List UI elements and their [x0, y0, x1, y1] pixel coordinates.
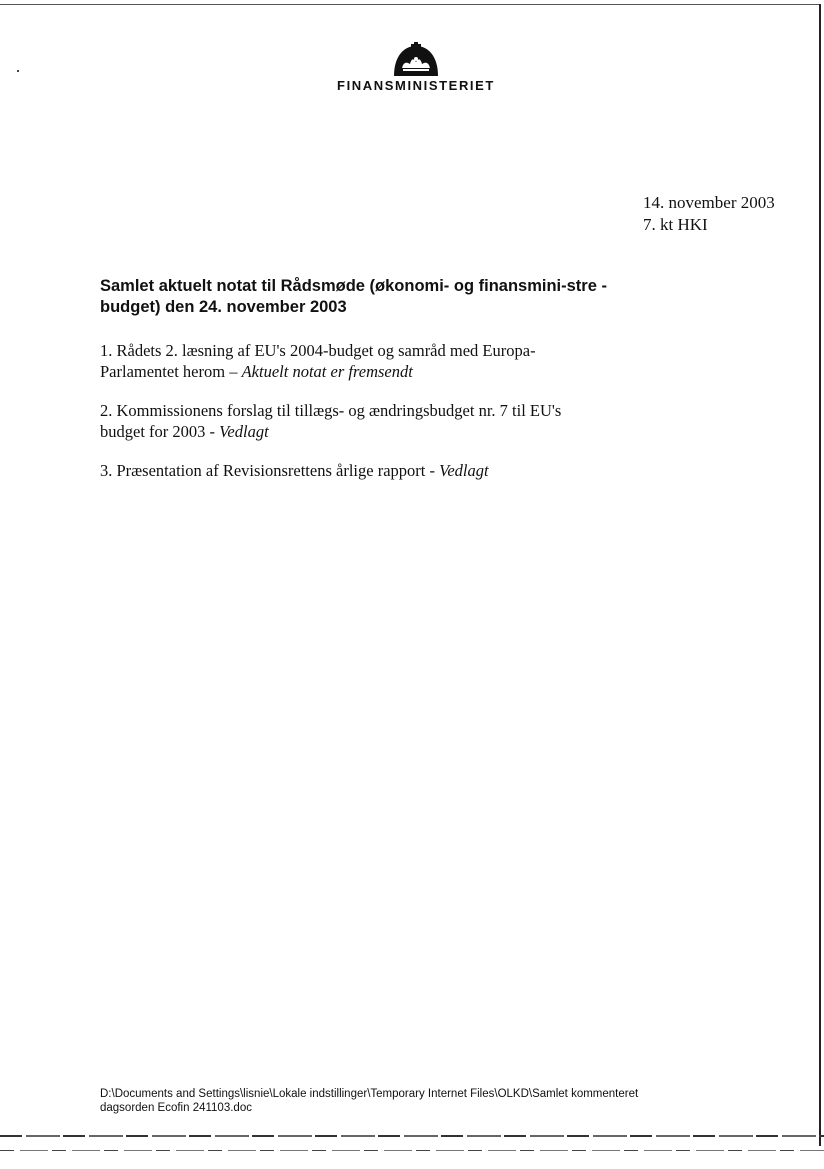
agenda-list: [100, 340, 580, 499]
page-border-right: [819, 4, 821, 1146]
agenda-item: [100, 340, 580, 382]
scan-artifact-line: [0, 1135, 824, 1137]
ministry-name: FINANSMINISTERIET: [337, 78, 495, 93]
agenda-item: [100, 460, 580, 481]
agenda-item: [100, 400, 580, 442]
document-title: Samlet aktuelt notat til Rådsmøde (økonomi- og finansmini-stre - budget) den 24. november 2003: [100, 277, 607, 316]
date-reference-block: [643, 192, 775, 236]
agenda-item-status: Aktuelt notat er fremsendt: [241, 362, 413, 381]
agenda-item-status: Vedlagt: [439, 461, 489, 480]
page-border-top: [0, 4, 821, 5]
scan-speck: [17, 70, 19, 72]
crown-icon: [390, 42, 442, 76]
document-date: 14. november 2003: [643, 193, 775, 212]
footer-file-path: D:\Documents and Settings\lisnie\Lokale indstillinger\Temporary Internet Files\OLKD\Samlet kommenteret dagsorden Ecofin 241103.doc: [100, 1088, 639, 1114]
agenda-item-text: 3. Præsentation af Revisionsrettens årlige rapport -: [100, 461, 440, 480]
ministry-logo: [326, 42, 506, 93]
agenda-item-text: 2. Kommissionens forslag til tillægs- og ændringsbudget nr. 7 til EU's budget for 2003 -: [100, 401, 562, 441]
agenda-item-text: 1. Rådets 2. læsning af EU's 2004-budget og samråd med Europa-Parlamentet herom –: [100, 341, 536, 381]
document-reference: 7. kt HKI: [643, 215, 708, 234]
agenda-item-status: Vedlagt: [219, 422, 269, 441]
scan-artifact-line: [0, 1150, 824, 1151]
